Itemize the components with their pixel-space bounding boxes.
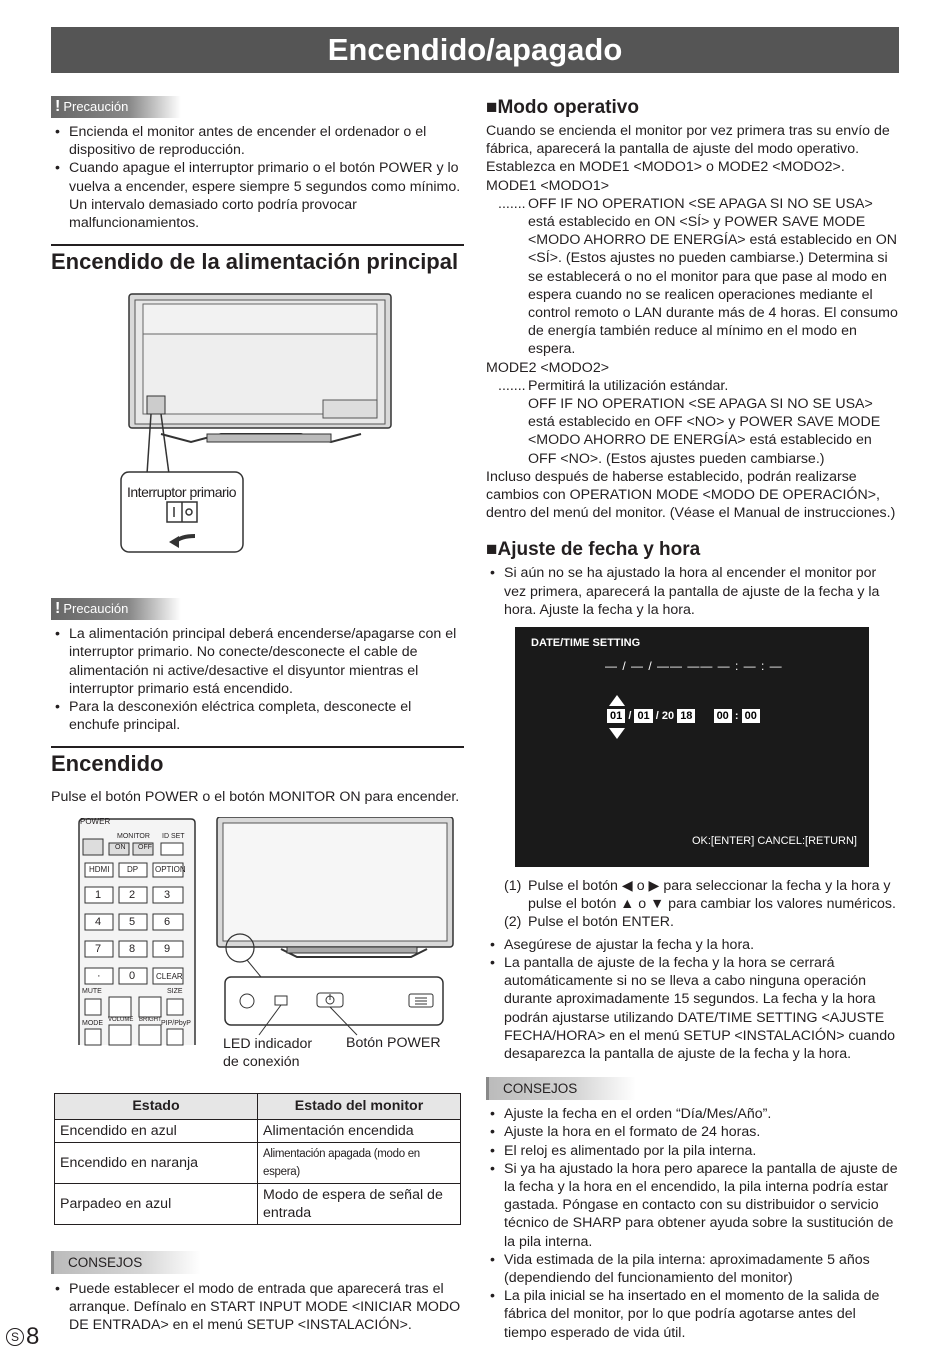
monitor-rear-illustration bbox=[51, 284, 464, 574]
square-bullet-icon: ■ bbox=[486, 539, 498, 561]
paragraph: Incluso después de haberse establecido, podrán realizarse cambios con OPERATION MODE <MODO DE OPERACIÓN>, dentro del menú del monitor. (Véase el Manual de instrucciones.) bbox=[486, 468, 896, 522]
tips-label: CONSEJOS bbox=[486, 1077, 636, 1100]
steps-list bbox=[486, 877, 901, 932]
list-item: • Para la desconexión eléctrica completa, desconecte el enchufe principal. bbox=[51, 698, 464, 734]
list-item: • Vida estimada de la pila interna: aproximadamente 5 años (dependiendo del funcionamiento del monitor) bbox=[486, 1251, 901, 1287]
date-notes-list bbox=[486, 936, 901, 1063]
tips-list bbox=[51, 1280, 464, 1335]
mode2-label: MODE2 <MODO2> bbox=[486, 359, 609, 376]
page-title: Encendido/apagado bbox=[51, 27, 899, 73]
minute-field[interactable]: 00 bbox=[742, 709, 760, 723]
date-intro-list bbox=[486, 564, 901, 619]
date-time-setting-screen bbox=[515, 627, 869, 867]
tips-list bbox=[486, 1105, 901, 1342]
caution-label: ! Precaución bbox=[51, 96, 181, 118]
screen-title: DATE/TIME SETTING bbox=[531, 637, 641, 650]
right-column bbox=[486, 96, 901, 1342]
list-item: • Si ya ha ajustado la hora pero aparece la pantalla de ajuste de la fecha y la hora en el encendido, la pila interna podría estar gastada. Póngase en contacto con su distribuidor o servicio técnico de SHARP para obtener ayuda sobre la sustitución de la pila interna. bbox=[486, 1160, 901, 1251]
hour-field[interactable]: 00 bbox=[714, 709, 732, 723]
caution-list bbox=[51, 123, 464, 232]
switch-label: Interruptor primario bbox=[127, 484, 237, 500]
caution-list bbox=[51, 625, 464, 734]
warning-icon: ! bbox=[55, 600, 61, 618]
list-item: • Ajuste la hora en el formato de 24 horas. bbox=[486, 1123, 901, 1141]
list-item: • El reloj es alimentado por la pila interna. bbox=[486, 1142, 901, 1160]
list-item: • Si aún no se ha ajustado la hora al encender el monitor por vez primera, aparecerá la pantalla de ajuste de la fecha y la hora. Ajuste la fecha y la hora. bbox=[486, 564, 901, 619]
arrow-up-icon bbox=[609, 695, 625, 706]
section-heading: Encendido bbox=[51, 746, 464, 778]
list-item: • La pantalla de ajuste de la fecha y la hora se cerrará automáticamente si no se lleva a cabo ninguna operación durante aproximadamente 15 segundos. La fecha y la hora podrán ajustarse utilizando DATE/TIME SETTING <AJUSTE FECHA/HORA> en el menú SETUP <INSTALACIÓN> cuando desaparezca la pantalla de ajuste de la fecha y la hora. bbox=[486, 954, 901, 1063]
section-heading: ■Modo operativo bbox=[486, 97, 639, 118]
list-item: • La pila inicial se ha insertado en el momento de la salida de fábrica del monitor, por lo que podría agotarse antes del tiempo esperado de vida útil. bbox=[486, 1287, 901, 1342]
table-row: Parpadeo en azul Modo de espera de señal de entrada bbox=[55, 1183, 461, 1224]
list-item: (1) Pulse el botón ◀ o ▶ para seleccionar la fecha y la hora y pulse el botón ▲ o ▼ para cambiar los valores numéricos. bbox=[504, 878, 896, 913]
page-number: S 8 bbox=[6, 1323, 39, 1351]
list-item: • Asegúrese de ajustar la fecha y la hora. bbox=[486, 936, 901, 954]
table-header: Estado del monitor bbox=[258, 1093, 461, 1119]
mode2-description: ....... Permitirá la utilización estándar. OFF IF NO OPERATION <SE APAGA SI NO SE USA> está establecido en OFF <NO> y POWER SAVE MODE <MODO AHORRO DE ENERGÍA> está establecido en OFF <NO>. (Estos ajustes pueden cambiarse.) bbox=[498, 377, 881, 467]
day-field[interactable]: 01 bbox=[607, 709, 625, 723]
paragraph: Cuando se encienda el monitor por vez primera tras su envío de fábrica, aparecerá la pantalla de ajuste del modo operativo. Establezca en MODE1 <MODO1> o MODE2 <MODO2>. bbox=[486, 123, 890, 176]
date-time-fields: 01 / 01 / 20 18 00 : 00 bbox=[607, 709, 760, 723]
year-field[interactable]: 18 bbox=[677, 709, 695, 723]
paragraph: Pulse el botón POWER o el botón MONITOR ON para encender. bbox=[51, 789, 460, 806]
month-field[interactable]: 01 bbox=[634, 709, 652, 723]
left-column bbox=[51, 96, 464, 1334]
mode1-description: ....... OFF IF NO OPERATION <SE APAGA SI NO SE USA> está establecido en ON <SÍ> y POWER SAVE MODE <MODO AHORRO DE ENERGÍA> está establecido en ON <SÍ>. (Estos ajustes no pueden cambiarse.) Determina si se establecerá o no el monitor para que pase al modo en espera cuando no se realicen operaciones mediante el control remoto o LAN durante más de 4 horas. El consumo de energía también reduce al mínimo en el modo en espera. bbox=[498, 195, 898, 358]
screen-footer: OK:[ENTER] CANCEL:[RETURN] bbox=[691, 835, 857, 848]
tips-label: CONSEJOS bbox=[51, 1251, 201, 1274]
led-label: LED indicador de conexión bbox=[223, 1035, 313, 1070]
arrow-down-icon bbox=[609, 728, 625, 739]
list-item: • Cuando apague el interruptor primario o el botón POWER y lo vuelva a encender, espere siempre 5 segundos como mínimo. Un intervalo demasiado corto podría provocar malfuncionamientos. bbox=[51, 159, 464, 232]
section-heading: Encendido de la alimentación principal bbox=[51, 244, 464, 276]
table-row: Encendido en naranja Alimentación apagada (modo en espera) bbox=[55, 1142, 461, 1183]
section-heading: ■Ajuste de fecha y hora bbox=[486, 539, 701, 561]
warning-icon: ! bbox=[55, 98, 61, 115]
date-time-placeholder: — / — / —— —— — : — : — bbox=[605, 659, 783, 674]
power-button-label: Botón POWER bbox=[346, 1034, 441, 1051]
list-item: (2) Pulse el botón ENTER. bbox=[504, 914, 674, 931]
remote-monitor-illustration: POWER MONITOR ID SET ON OFF HDMI DP OPTION 1 2 3 4 5 6 7 8 9 · 0 CLEAR MUTE SIZE VOLUME BRIGHT MODE PIP/PbyP LED indicador de conexión Botón POWER bbox=[51, 817, 464, 1079]
list-item: • Encienda el monitor antes de encender el ordenador o el dispositivo de reproducción. bbox=[51, 123, 464, 159]
list-item: • Ajuste la fecha en el orden “Día/Mes/Año”. bbox=[486, 1105, 901, 1123]
status-table bbox=[54, 1093, 461, 1225]
language-badge: S bbox=[6, 1328, 24, 1346]
caution-label: ! Precaución bbox=[51, 598, 181, 620]
square-bullet-icon: ■ bbox=[486, 97, 498, 118]
list-item: • La alimentación principal deberá encenderse/apagarse con el interruptor primario. No conecte/desconecte el cable de alimentación ni active/desactive el disyuntor mientras el interruptor primario está encendido. bbox=[51, 625, 464, 698]
table-header: Estado bbox=[55, 1093, 258, 1119]
table-row: Encendido en azul Alimentación encendida bbox=[55, 1119, 461, 1142]
list-item: • Puede establecer el modo de entrada que aparecerá tras el arranque. Defínalo en START INPUT MODE <INICIAR MODO DE ENTRADA> en el menú SETUP <INSTALACIÓN>. bbox=[51, 1280, 464, 1335]
mode1-label: MODE1 <MODO1> bbox=[486, 177, 609, 194]
